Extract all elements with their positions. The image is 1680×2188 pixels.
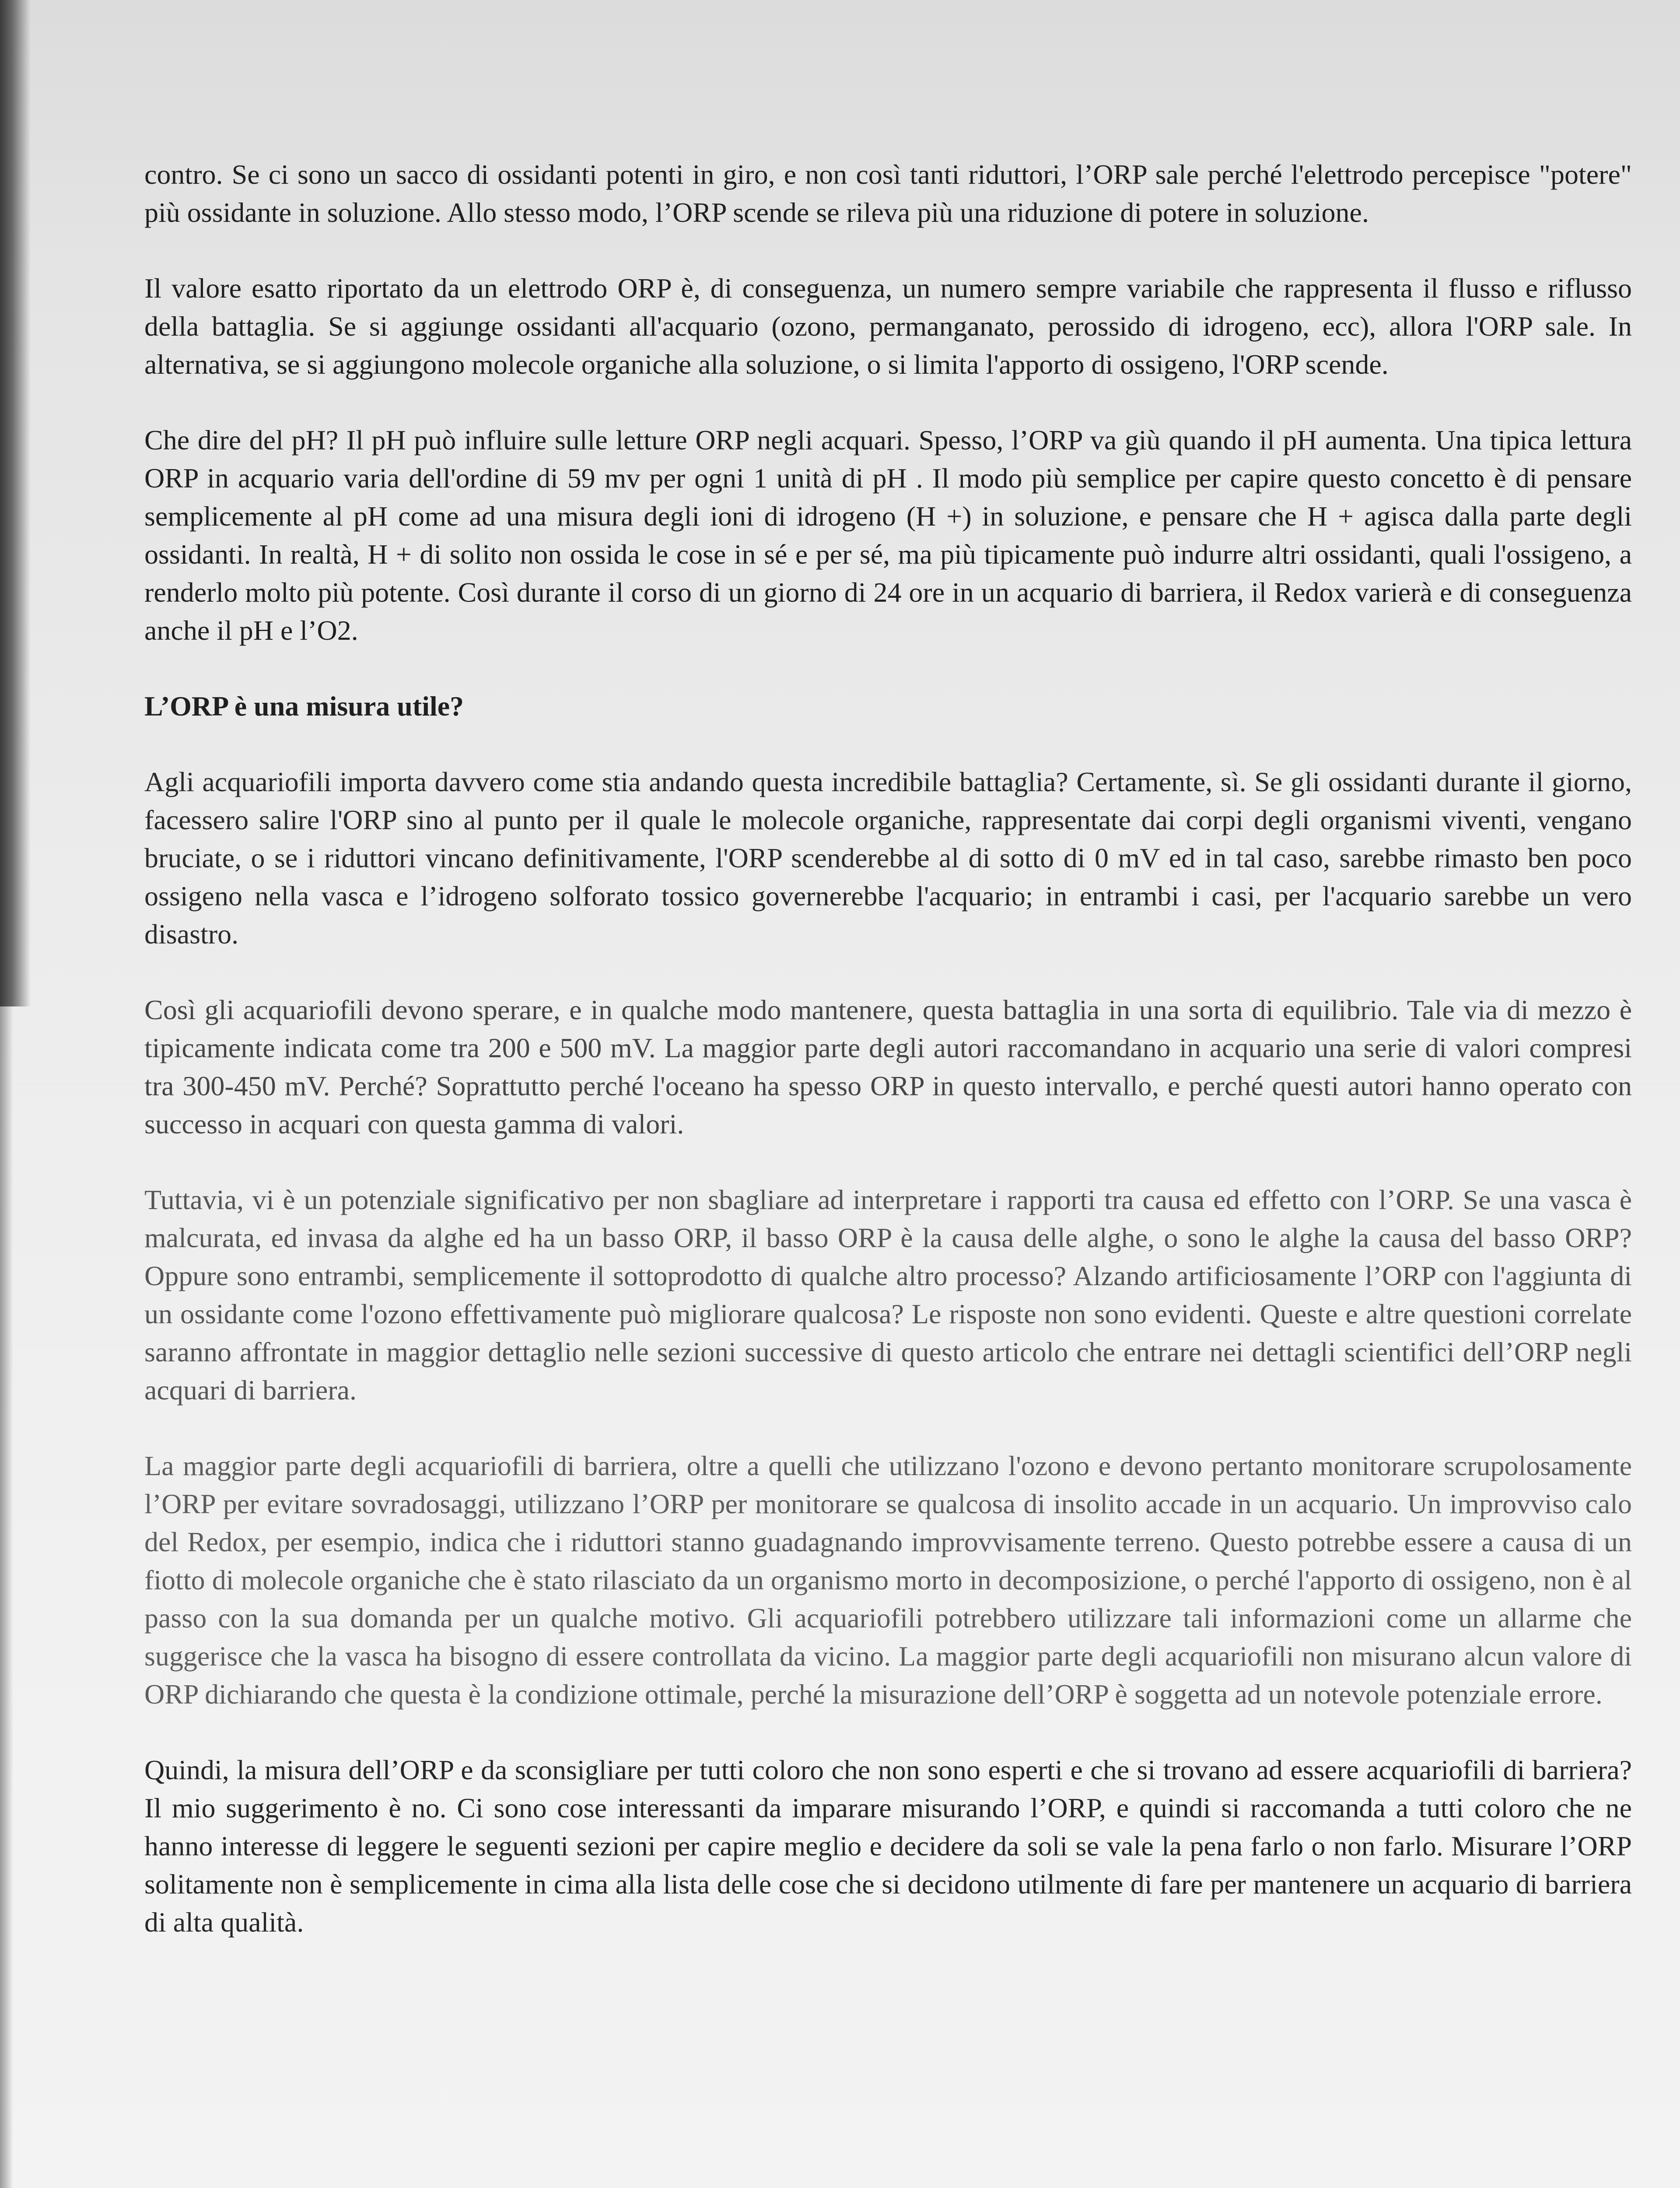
page-edge-shadow <box>0 1006 13 2188</box>
document-page <box>144 155 1632 1979</box>
paragraph-orp-rises-falls: contro. Se ci sono un sacco di ossidanti potenti in giro, e non così tanti riduttori, l’ORP sale perché l'elettrodo percepisce "potere" più ossidante in soluzione. Allo stesso modo, l’ORP scende se rileva più una riduzione di potere in soluzione. <box>144 159 1632 228</box>
binder-edge-shadow <box>0 0 31 1006</box>
paragraph-monitoring: La maggior parte degli acquariofili di barriera, oltre a quelli che utilizzano l'ozono e devono pertanto monitorare scrupolosamente l’ORP per evitare sovradosaggi, utilizzano l’ORP per monitorare se qualcosa di insolito accade in un acquario. Un improvviso calo del Redox, per esempio, indica che i riduttori stanno guadagnando improvvisamente terreno. Questo potrebbe essere a causa di un fiotto di molecole organiche che è stato rilasciato da un organismo morto in decomposizione, o perché l'apporto di ossigeno, non è al passo con la sua domanda per un qualche motivo. Gli acquariofili potrebbero utilizzare tali informazioni come un allarme che suggerisce che la vasca ha bisogno di essere controllata da vicino. La maggior parte degli acquariofili non misurano alcun valore di ORP dichiarando che questa è la condizione ottimale, perché la misurazione dell’ORP è soggetta ad un notevole potenziale errore. <box>144 1450 1632 1710</box>
paragraph-ph-influence: Che dire del pH? Il pH può influire sulle letture ORP negli acquari. Spesso, l’ORP va giù quando il pH aumenta. Una tipica lettura ORP in acquario varia dell'ordine di 59 mv per ogni 1 unità di pH . Il modo più semplice per capire questo concetto è di pensare semplicemente al pH come ad una misura degli ioni di idrogeno (H +) in soluzione, e pensare che H + agisca dalla parte degli ossidanti. In realtà, H + di solito non ossida le cose in sé e per sé, ma più tipicamente può indurre altri ossidanti, quali l'ossigeno, a renderlo molto più potente. Così durante il corso di un giorno di 24 ore in un acquario di barriera, il Redox varierà e di conseguenza anche il pH e l’O2. <box>144 424 1632 646</box>
paragraph-battle-importance: Agli acquariofili importa davvero come stia andando questa incredibile battaglia? Certamente, sì. Se gli ossidanti durante il giorno, facessero salire l'ORP sino al punto per il quale le molecole organiche, rappresentate dai corpi degli organismi viventi, vengano bruciate, o se i riduttori vincano definitivamente, l'ORP scenderebbe al di sotto di 0 mV ed in tal caso, sarebbe rimasto ben poco ossigeno nella vasca e l’idrogeno solforato tossico governerebbe l'acquario; in entrambi i casi, per l'acquario sarebbe un vero disastro. <box>144 766 1632 950</box>
paragraph-orp-value-battle: Il valore esatto riportato da un elettrodo ORP è, di conseguenza, un numero sempre variabile che rappresenta il flusso e riflusso della battaglia. Se si aggiunge ossidanti all'acquario (ozono, permanganato, perossido di idrogeno, ecc), allora l'ORP sale. In alternativa, se si aggiungono molecole organiche alla soluzione, o si limita l'apporto di ossigeno, l'ORP scende. <box>144 273 1632 380</box>
section-heading: L’ORP è una misura utile? <box>144 691 464 722</box>
paragraph-equilibrium-range: Così gli acquariofili devono sperare, e in qualche modo mantenere, questa battaglia in una sorta di equilibrio. Tale via di mezzo è tipicamente indicata come tra 200 e 500 mV. La maggior parte degli autori raccomandano in acquario una serie di valori compresi tra 300-450 mV. Perché? Soprattutto perché l'oceano ha spesso ORP in questo intervallo, e perché questi autori hanno operato con successo in acquari con questa gamma di valori. <box>144 994 1632 1140</box>
paragraph-recommendation: Quindi, la misura dell’ORP e da sconsigliare per tutti coloro che non sono esperti e che si trovano ad essere acquariofili di barriera? Il mio suggerimento è no. Ci sono cose interessanti da imparare misurando l’ORP, e quindi si raccomanda a tutti coloro che ne hanno interesse di leggere le seguenti sezioni per capire meglio e decidere da soli se vale la pena farlo o non farlo. Misurare l’ORP solitamente non è semplicemente in cima alla lista delle cose che si decidono utilmente di fare per mantenere un acquario di barriera di alta qualità. <box>144 1754 1632 1938</box>
paragraph-cause-effect: Tuttavia, vi è un potenziale significativo per non sbagliare ad interpretare i rapporti tra causa ed effetto con l’ORP. Se una vasca è malcurata, ed invasa da alghe ed ha un basso ORP, il basso ORP è la causa delle alghe, o sono le alghe la causa del basso ORP? Oppure sono entrambi, semplicemente il sottoprodotto di qualche altro processo? Alzando artificiosamente l’ORP con l'aggiunta di un ossidante come l'ozono effettivamente può migliorare qualcosa? Le risposte non sono evidenti. Queste e altre questioni correlate saranno affrontate in maggior dettaglio nelle sezioni successive di questo articolo che entrare nei dettagli scientifici dell’ORP negli acquari di barriera. <box>144 1184 1632 1406</box>
